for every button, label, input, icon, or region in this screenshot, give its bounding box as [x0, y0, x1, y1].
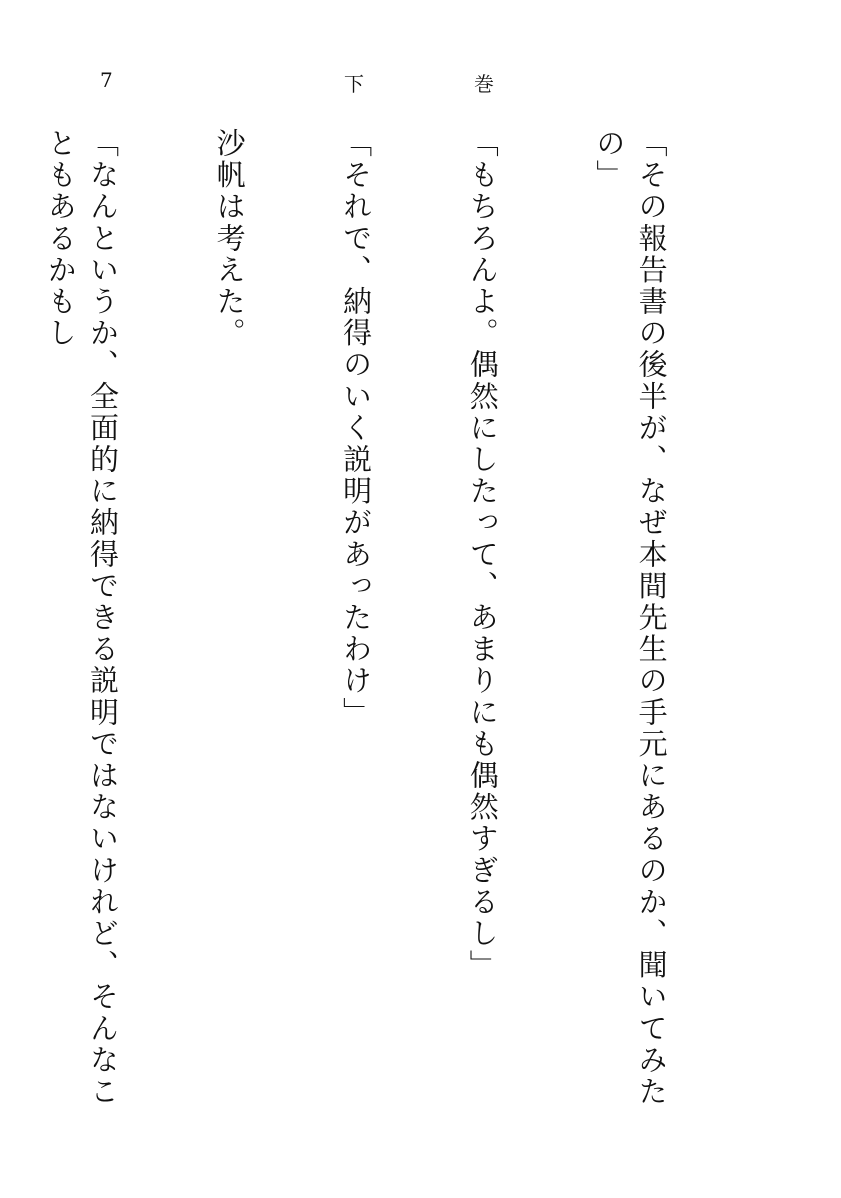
running-header-left: 下	[344, 72, 364, 96]
running-header-right: 巻	[474, 72, 494, 96]
text-line: 「もちろんよ。偶然にしたって、あまりにも偶然すぎるし」	[465, 128, 500, 982]
text-line: 沙帆は考えた。	[212, 128, 247, 350]
page-number: 7	[100, 68, 113, 92]
text-line: 「その報告書の後半が、なぜ本間先生の手元にあるのか、聞いてみたの」	[592, 128, 669, 1108]
text-line: 「それで、納得のいく説明があったわけ」	[339, 128, 374, 729]
text-line: 「なんというか、全面的に納得できる説明ではないけれど、そんなこともあるかもし	[43, 128, 120, 1108]
body-text	[0, 128, 757, 1128]
